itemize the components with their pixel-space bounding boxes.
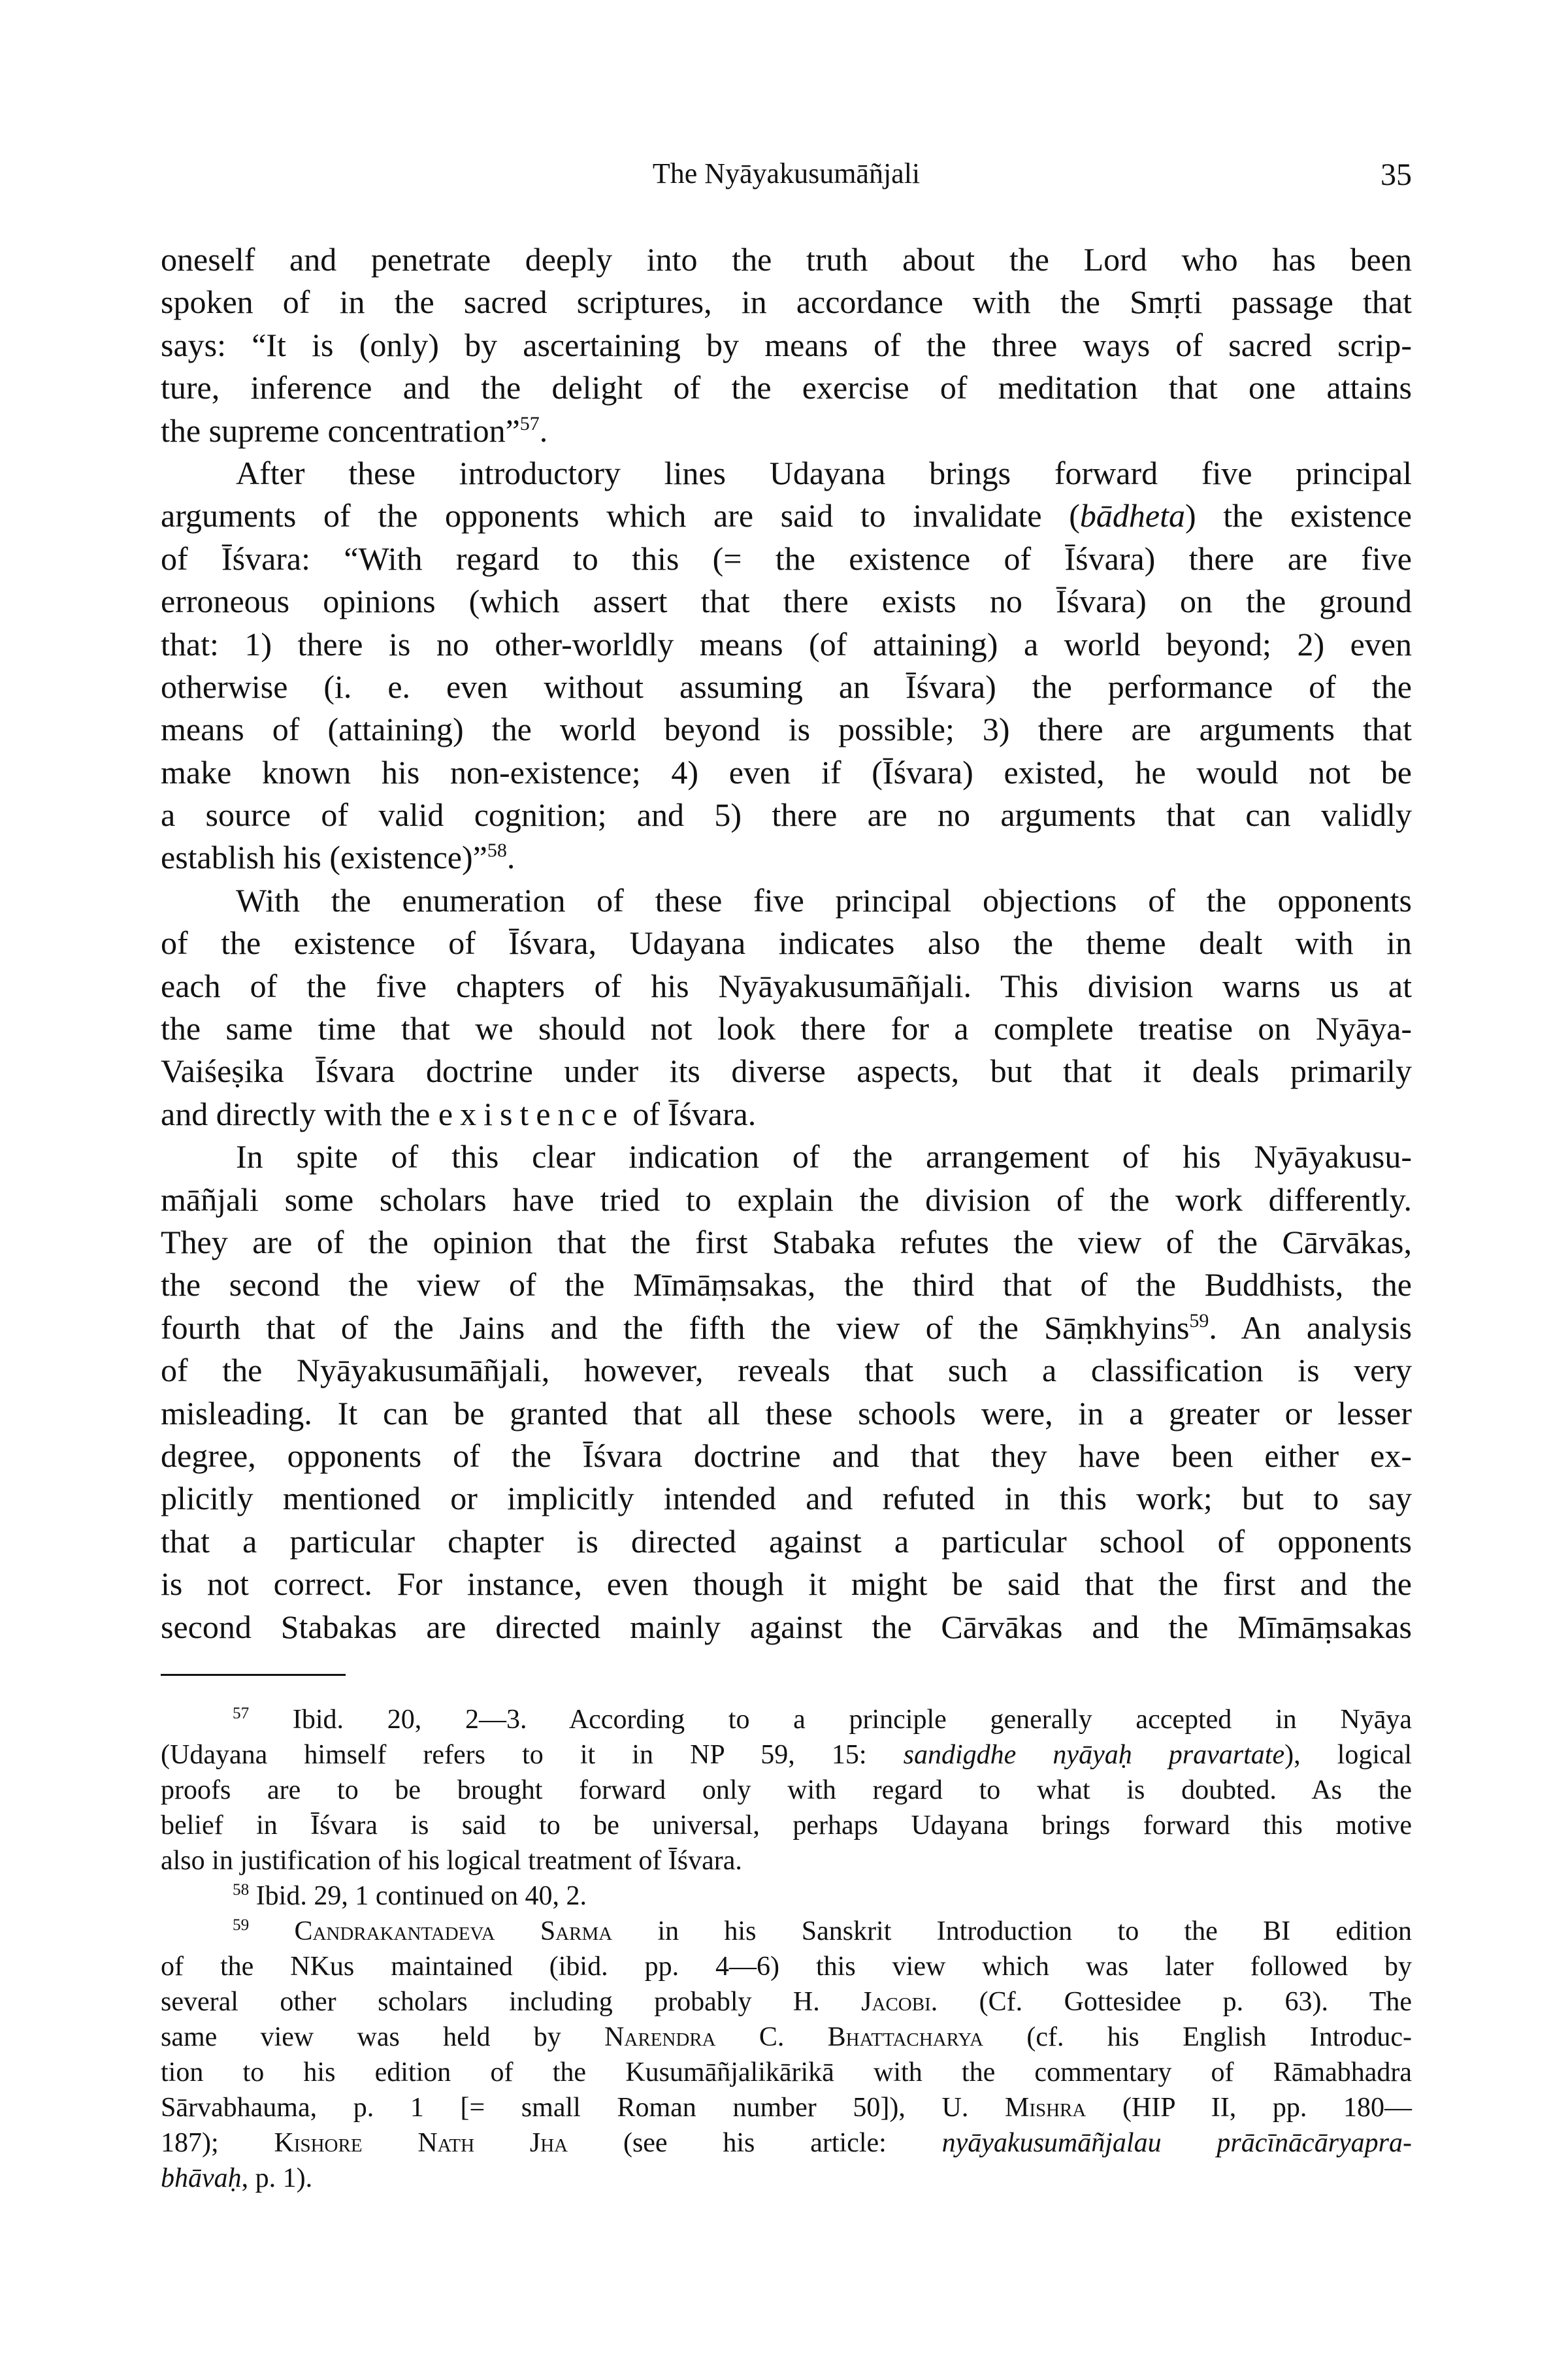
- text-run: (cf. his English Introduc-: [983, 2022, 1412, 2052]
- text-line: [161, 281, 1412, 323]
- text-run: same view was held by: [161, 2022, 605, 2052]
- text-line: [161, 452, 1412, 495]
- text-run: They are of the opinion that the first Stabaka refutes the view of the Cārvākas,: [161, 1223, 1412, 1260]
- text-run: Sārvabhauma, p. 1 [= small Roman number 50]), U.: [161, 2093, 1005, 2123]
- author-name: Jacobi: [861, 1987, 931, 2017]
- text-run: 187);: [161, 2128, 274, 2158]
- text-line: [161, 1606, 1412, 1648]
- text-run: ) the existence: [1184, 497, 1412, 534]
- text-run: plicitly mentioned or implicitly intended and refuted in this work; but to say: [161, 1480, 1412, 1517]
- page-number: 35: [1380, 157, 1412, 192]
- text-run: the same time that we should not look there for a complete treatise on Nyāya-: [161, 1010, 1412, 1047]
- footnote: [161, 1914, 1412, 2196]
- text-line: [161, 794, 1412, 836]
- text-line: [161, 1221, 1412, 1264]
- paragraph: [161, 1136, 1412, 1648]
- text-line: [161, 1808, 1412, 1843]
- text-line: [161, 1392, 1412, 1435]
- running-title: The Nyāyakusumāñjali: [652, 157, 921, 189]
- text-run: of Īśvara: “With regard to this (= the existence of Īśvara) there are five: [161, 540, 1412, 577]
- text-run: degree, opponents of the Īśvara doctrine and that they have been either ex-: [161, 1437, 1412, 1474]
- text-run: .: [506, 839, 515, 876]
- text-line: [161, 1349, 1412, 1392]
- text-run: also in justification of his logical treatment of Īśvara.: [161, 1846, 742, 1876]
- text-line: [161, 965, 1412, 1007]
- text-run: C.: [715, 2022, 828, 2052]
- text-run: means of (attaining) the world beyond is possible; 3) there are arguments that: [161, 711, 1412, 748]
- text-run: In spite of this clear indication of the arrangement of his Nyāyakusu-: [236, 1138, 1412, 1175]
- footnote: [161, 1878, 1412, 1914]
- footnote-ref: 58: [233, 1880, 250, 1899]
- text-run: With the enumeration of these five principal objections of the opponents: [236, 881, 1412, 919]
- main-text: [161, 238, 1412, 1648]
- footnote-separator: [161, 1674, 346, 1676]
- text-run: make known his non-existence; 4) even if (Īśvara) existed, he would not be: [161, 753, 1412, 791]
- text-line: [161, 922, 1412, 964]
- text-run: oneself and penetrate deeply into the truth about the Lord who has been: [161, 241, 1412, 278]
- text-run: After these introductory lines Udayana brings forward five principal: [236, 454, 1412, 491]
- text-run: (Udayana himself refers to it in NP 59, 15:: [161, 1740, 904, 1770]
- text-line: [161, 1984, 1412, 2020]
- text-run: ture, inference and the delight of the exercise of meditation that one attains: [161, 369, 1412, 406]
- text-run: otherwise (i. e. even without assuming an Īśvara) the performance of the: [161, 668, 1412, 705]
- text-line: [161, 1136, 1412, 1178]
- text-run: Ibid. 20, 2—3. According to a principle generally accepted in Nyāya: [249, 1705, 1412, 1735]
- text-run: . An analysis: [1209, 1309, 1413, 1346]
- footnotes: [161, 1702, 1412, 2196]
- text-line: [161, 324, 1412, 367]
- text-run: misleading. It can be granted that all these schools were, in a greater or lesser: [161, 1394, 1412, 1432]
- text-line: [161, 1949, 1412, 1984]
- text-line: [161, 751, 1412, 794]
- text-run: several other scholars including probably H.: [161, 1987, 862, 2017]
- running-header: [161, 157, 1412, 197]
- text-run: belief in Īśvara is said to be universal, perhaps Udayana brings forward this motive: [161, 1810, 1412, 1841]
- paragraph: [161, 238, 1412, 452]
- author-name: Bhattacharya: [827, 2022, 984, 2052]
- text-run: tion to his edition of the Kusumāñjalikārikā with the commentary of Rāmabhadra: [161, 2057, 1412, 2087]
- text-run: Ibid. 29, 1 continued on 40, 2.: [249, 1881, 587, 1911]
- text-line: [161, 666, 1412, 708]
- text-line: [161, 1307, 1412, 1349]
- text-run: in his Sanskrit Introduction to the BI edition: [612, 1916, 1413, 1946]
- text-line: [161, 836, 1412, 879]
- text-line: [161, 2161, 1412, 2196]
- text-run: that: 1) there is no other-worldly means (of attaining) a world beyond; 2) even: [161, 625, 1412, 663]
- footnote-ref: 57: [519, 412, 540, 434]
- text-run: .: [539, 412, 548, 449]
- author-name: Candrakantadeva Sarma: [294, 1916, 613, 1946]
- author-name: Narendra: [604, 2022, 716, 2052]
- text-run: spoken of in the sacred scriptures, in accordance with the Smṛti passage that: [161, 284, 1412, 321]
- text-run: (see his article:: [568, 2128, 942, 2158]
- text-line: [161, 1843, 1412, 1878]
- text-run: and directly with the: [161, 1095, 438, 1132]
- text-line: [161, 1435, 1412, 1477]
- italic-term: bādheta: [1079, 497, 1185, 534]
- footnote-ref: 59: [233, 1916, 250, 1934]
- text-run: the supreme concentration”: [161, 412, 520, 449]
- text-line: [161, 1264, 1412, 1306]
- text-line: [161, 1737, 1412, 1773]
- text-line: [161, 1007, 1412, 1050]
- text-run: of the Nyāyakusumāñjali, however, reveals that such a classification is very: [161, 1352, 1412, 1389]
- text-line: [161, 2090, 1412, 2125]
- author-name: Kishore Nath Jha: [274, 2128, 568, 2158]
- text-run: ), logical: [1284, 1740, 1412, 1770]
- text-run: a source of valid cognition; and 5) there are no arguments that can validly: [161, 796, 1412, 834]
- footnote-ref: 58: [487, 840, 507, 862]
- text-line: [161, 1179, 1412, 1221]
- text-line: [161, 2020, 1412, 2055]
- text-run: of the existence of Īśvara, Udayana indicates also the theme dealt with in: [161, 924, 1412, 962]
- text-line: [161, 2055, 1412, 2090]
- text-line: [161, 238, 1412, 281]
- text-run: of the NKus maintained (ibid. pp. 4—6) this view which was later followed by: [161, 1952, 1412, 1982]
- author-name: Mishra: [1004, 2093, 1086, 2123]
- text-run: establish his (existence)”: [161, 839, 487, 876]
- text-line: [161, 1878, 1412, 1914]
- text-line: [161, 1520, 1412, 1563]
- text-line: [161, 1702, 1412, 1737]
- text-line: [161, 1773, 1412, 1808]
- text-run: of Īśvara.: [624, 1095, 757, 1132]
- text-line: [161, 580, 1412, 623]
- italic-term: bhāvaḥ: [161, 2163, 242, 2193]
- text-run: arguments of the opponents which are said to invalidate (: [161, 497, 1080, 534]
- text-run: each of the five chapters of his Nyāyakusumāñjali. This division warns us at: [161, 967, 1412, 1004]
- text-run: fourth that of the Jains and the fifth the view of the Sāṃkhyins: [161, 1309, 1190, 1346]
- text-line: [161, 1050, 1412, 1092]
- text-run: māñjali some scholars have tried to explain the division of the work differently.: [161, 1181, 1412, 1218]
- text-run: is not correct. For instance, even though it might be said that the first and the: [161, 1565, 1412, 1603]
- footnote-ref: 59: [1189, 1309, 1209, 1332]
- text-run: the second the view of the Mīmāṃsakas, the third that of the Buddhists, the: [161, 1266, 1412, 1303]
- spaced-emphasis: existence: [438, 1095, 625, 1132]
- footnote-ref: 57: [233, 1704, 250, 1722]
- text-line: [161, 1093, 1412, 1136]
- text-run: second Stabakas are directed mainly against the Cārvākas and the Mīmāṃsakas: [161, 1608, 1412, 1645]
- text-line: [161, 538, 1412, 580]
- text-line: [161, 623, 1412, 666]
- text-line: [161, 495, 1412, 537]
- paragraph: [161, 879, 1412, 1136]
- text-line: [161, 367, 1412, 409]
- text-line: [161, 1477, 1412, 1520]
- text-run: Vaiśeṣika Īśvara doctrine under its diverse aspects, but that it deals primarily: [161, 1053, 1412, 1090]
- text-run: (HIP II, pp. 180—: [1086, 2093, 1413, 2123]
- paragraph: [161, 452, 1412, 879]
- text-run: erroneous opinions (which assert that there exists no Īśvara) on the ground: [161, 583, 1412, 620]
- text-run: says: “It is (only) by ascertaining by means of the three ways of sacred scrip-: [161, 326, 1412, 363]
- footnote: [161, 1702, 1412, 1878]
- text-run: that a particular chapter is directed against a particular school of opponents: [161, 1522, 1412, 1560]
- italic-term: sandigdhe nyāyaḥ pravartate: [903, 1740, 1285, 1770]
- text-line: [161, 879, 1412, 922]
- text-run: , p. 1).: [241, 2163, 313, 2193]
- text-line: [161, 2125, 1412, 2161]
- italic-term: nyāyakusumāñjalau prācīnācāryapra-: [941, 2128, 1413, 2158]
- text-line: [161, 410, 1412, 452]
- text-run: proofs are to be brought forward only with regard to what is doubted. As the: [161, 1775, 1412, 1805]
- text-line: [161, 1563, 1412, 1605]
- text-line: [161, 1914, 1412, 1949]
- text-line: [161, 708, 1412, 751]
- text-run: . (Cf. Gottesidee p. 63). The: [930, 1987, 1412, 2017]
- text-run: [249, 1916, 294, 1946]
